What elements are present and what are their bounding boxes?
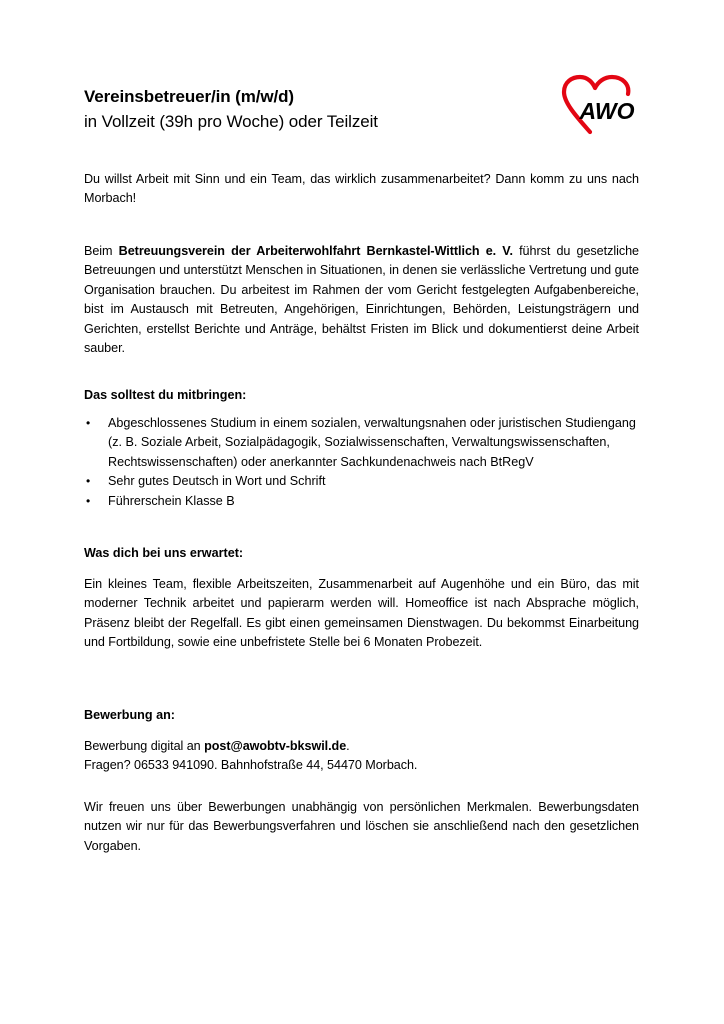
organization-name: Betreuungsverein der Arbeiterwohlfahrt Bernkastel-Wittlich e. V. [118, 244, 513, 258]
intro-paragraph: Du willst Arbeit mit Sinn und ein Team, das wirklich zusammenarbeitet? Dann komm zu uns nach Morbach! [84, 172, 639, 206]
application-suffix: . [346, 739, 350, 753]
bullet-icon: • [86, 416, 91, 430]
application-prefix: Bewerbung digital an [84, 739, 205, 753]
bullet-icon: • [86, 493, 91, 508]
application-details [84, 737, 639, 776]
list-item [84, 492, 639, 511]
application-heading: Bewerbung an: [84, 708, 175, 722]
description-prefix: Beim [84, 244, 119, 258]
requirements-heading: Das solltest du mitbringen: [84, 388, 247, 402]
application-line-1 [84, 737, 639, 756]
closing-paragraph: Wir freuen uns über Bewerbungen unabhängig von persönlichen Merkmalen. Bewerbungsdaten nutzen wir nur für das Bewerbungsverfahren und löschen sie anschließend nach den gesetzlichen Vorgaben. [84, 800, 639, 853]
requirements-list [84, 414, 639, 511]
list-item [84, 472, 639, 491]
job-subtitle: in Vollzeit (39h pro Woche) oder Teilzeit [84, 112, 378, 131]
offer-paragraph: Ein kleines Team, flexible Arbeitszeiten, Zusammenarbeit auf Augenhöhe und ein Büro, das mit moderner Technik arbeitet und papierarm werden will. Homeoffice ist nach Absprache möglich, Präsenz bleibt der Regelfall. Es gibt einen gemeinsamen Dienstwagen. Du bekommst Einarbeitung und Fortbildung, sowie eine unbefristete Stelle bei 6 Monaten Probezeit. [84, 577, 639, 650]
description-paragraph [84, 242, 639, 358]
awo-logo [560, 74, 640, 138]
list-item [84, 414, 639, 472]
list-item-text: Führerschein Klasse B [108, 493, 235, 508]
bullet-icon: • [86, 474, 91, 489]
list-item-text: Sehr gutes Deutsch in Wort und Schrift [108, 474, 326, 489]
list-item-text: Abgeschlossenes Studium in einem sozialen, verwaltungsnahen oder juristischen Studiengang (z. B. Soziale Arbeit, Sozialpädagogik, Sozialwissenschaften, Verwaltungswissenschaften, Rechtswissenschaften) oder anerkannter Sachkundenachweis nach BtRegV [108, 416, 636, 469]
description-text: führst du gesetzliche Betreuungen und unterstützt Menschen in Situationen, in denen sie verlässliche Vertretung und gute Organisation brauchen. Du arbeitest im Rahmen der vom Gericht festgelegten Aufgabenbereiche, bist im Austausch mit Betreuten, Angehörigen, Einrichtungen, Behörden, Leistungsträgern und Gerichten, erstellst Berichte und Anträge, behältst Fristen im Blick und dokumentierst deine Arbeit sauber. [84, 244, 639, 356]
heart-logo-icon [560, 74, 640, 138]
application-email-link[interactable]: post@awobtv-bkswil.de [204, 739, 347, 753]
offer-heading: Was dich bei uns erwartet: [84, 546, 244, 560]
application-line-2: Fragen? 06533 941090. Bahnhofstraße 44, 54470 Morbach. [84, 758, 418, 773]
job-title: Vereinsbetreuer/in (m/w/d) [84, 87, 294, 106]
svg-text:AWO: AWO [579, 98, 635, 124]
